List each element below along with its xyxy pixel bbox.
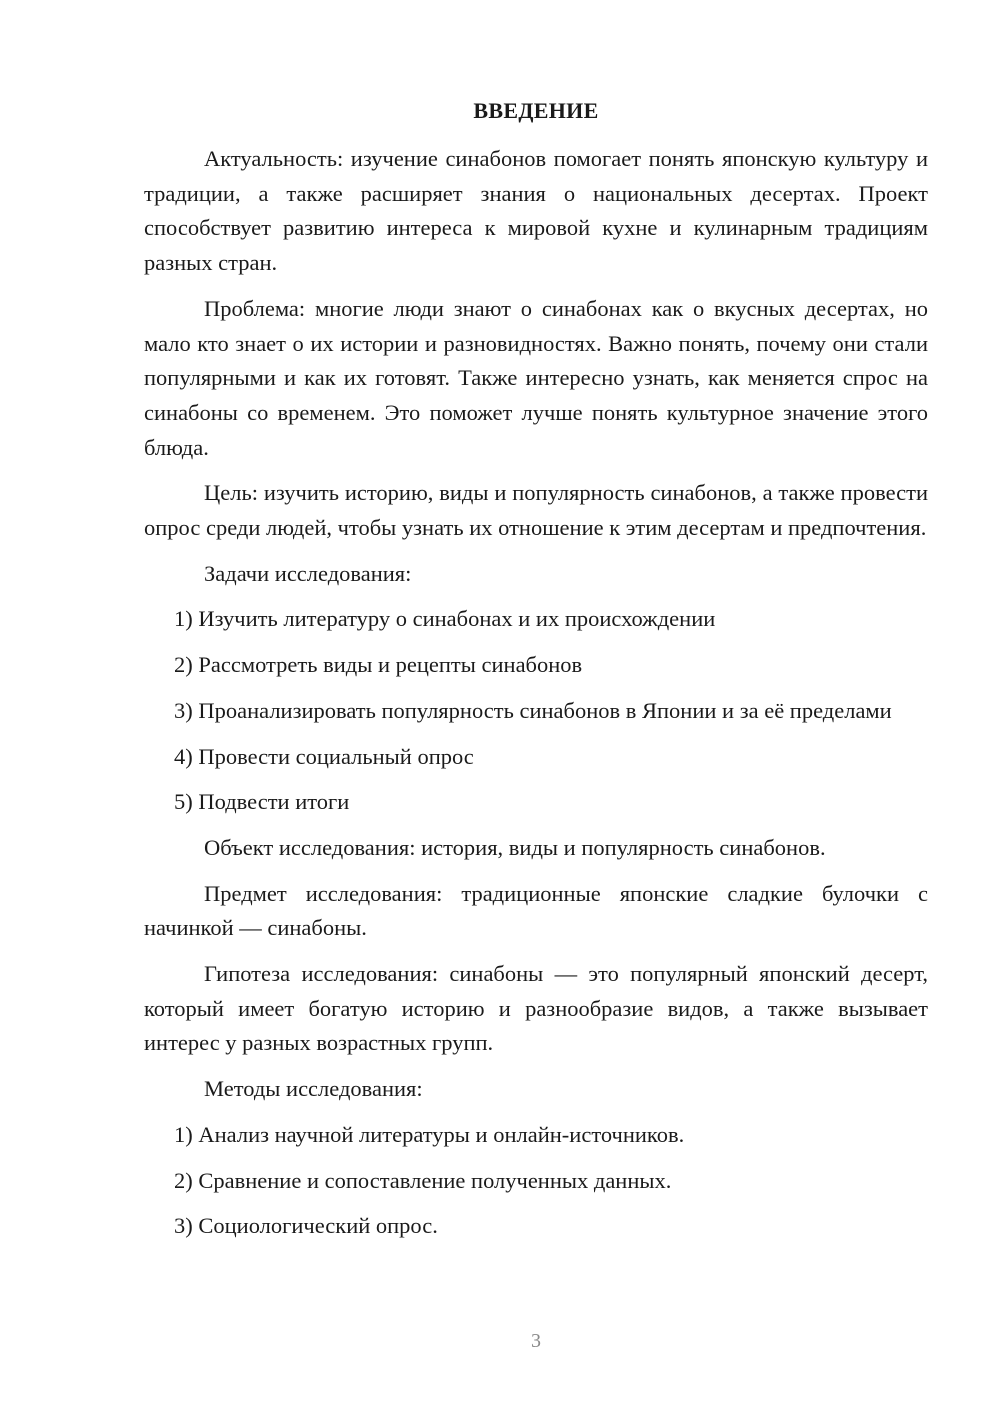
problem-paragraph: Проблема: многие люди знают о синабонах как о вкусных десертах, но мало кто знает о их истории и разновидностях. Важно понять, почему они стали популярными и как их готовят. Также интересно узнать, как меняется спрос на синабоны со временем. Это поможет лучше понять культурное значение этого блюда. [144,295,928,460]
object-paragraph: Объект исследования: история, виды и популярность синабонов. [204,834,826,860]
task-item: 1) Изучить литературу о синабонах и их происхождении [174,606,716,632]
section-heading: ВВЕДЕНИЕ [473,98,599,123]
goal-paragraph: Цель: изучить историю, виды и популярность синабонов, а также провести опрос среди людей, чтобы узнать их отношение к этим десертам и предпочтения. [144,480,928,541]
hypothesis-paragraph: Гипотеза исследования: синабоны — это популярный японский десерт, который имеет богатую историю и разнообразие видов, а также вызывает интерес у разных возрастных групп. [144,961,928,1056]
page-number: 3 [531,1330,541,1352]
method-item: 3) Социологический опрос. [174,1213,438,1239]
tasks-title: Задачи исследования: [204,560,412,586]
task-item: 5) Подвести итоги [174,789,350,815]
method-item: 2) Сравнение и сопоставление полученных данных. [174,1167,672,1193]
methods-title: Методы исследования: [204,1076,423,1102]
task-item: 2) Рассмотреть виды и рецепты синабонов [174,652,583,678]
subject-paragraph: Предмет исследования: традиционные японские сладкие булочки с начинкой — синабоны. [144,880,928,941]
task-item: 4) Провести социальный опрос [174,743,474,769]
relevance-paragraph: Актуальность: изучение синабонов помогает понять японскую культуру и традиции, а также расширяет знания о национальных десертах. Проект способствует развитию интереса к мировой кухне и кулинарным традициям разных стран. [144,146,928,276]
task-item: 3) Проанализировать популярность синабонов в Японии и за её пределами [174,697,892,723]
page-content [144,142,928,1255]
method-item: 1) Анализ научной литературы и онлайн-источников. [174,1121,685,1147]
